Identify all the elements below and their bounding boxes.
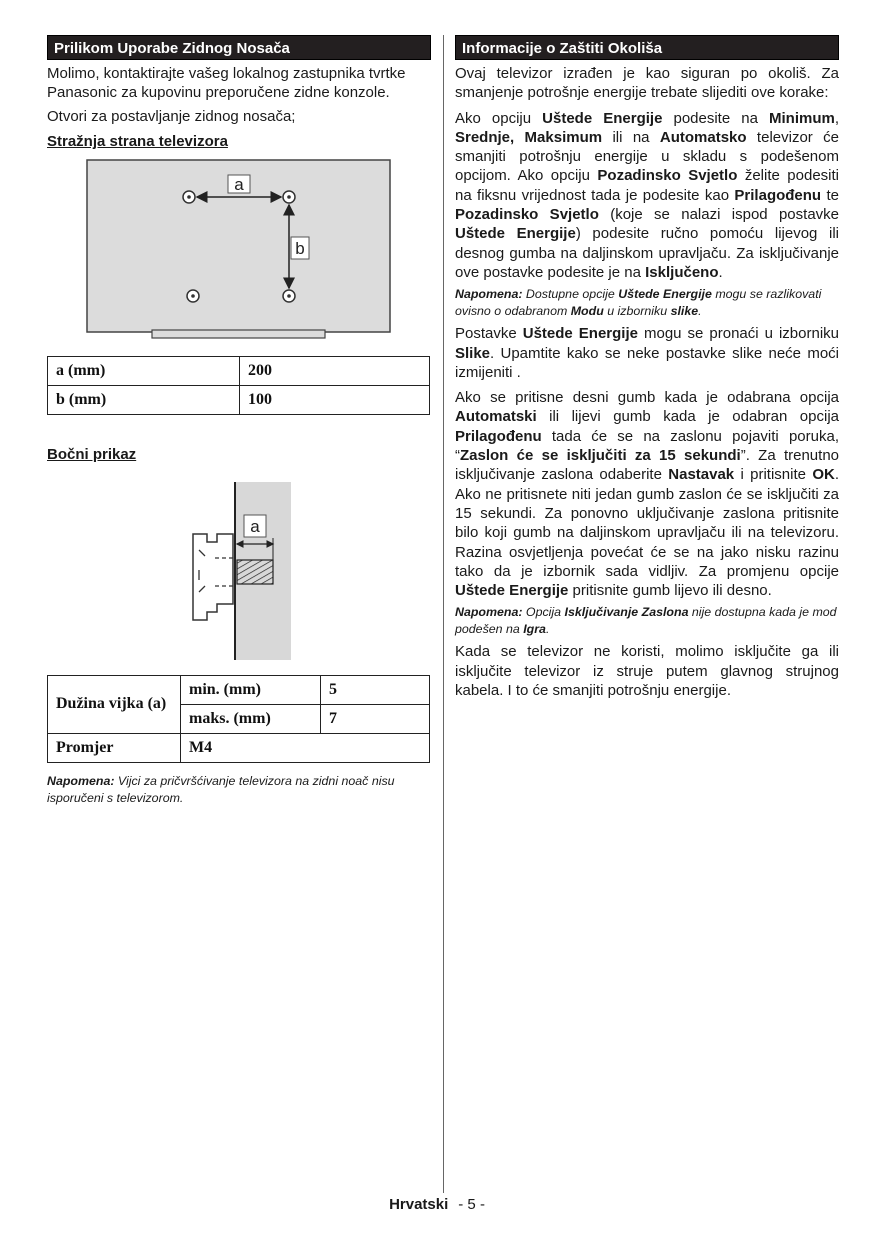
env-paragraph-3: Postavke Uštede Energije mogu se pronaći u izborniku Slike. Upamtite kako se neke postavke slike neće moći izmijeniti . xyxy=(455,325,840,381)
dimension-b-label: b xyxy=(295,238,305,258)
table-cell-label: b (mm) xyxy=(48,385,240,414)
max-value: 7 xyxy=(321,704,430,733)
table-cell-value: 200 xyxy=(240,356,430,385)
screw-hatch xyxy=(237,560,273,584)
table-row xyxy=(48,733,430,762)
table-row xyxy=(48,356,430,385)
hole-distance-table xyxy=(47,356,430,415)
table-cell-value: 100 xyxy=(240,385,430,414)
wall-bracket-heading: Prilikom Uporabe Zidnog Nosača xyxy=(47,35,431,60)
mount-hole-top-right xyxy=(283,191,295,203)
column-divider xyxy=(443,35,444,1193)
rear-view-title: Stražnja strana televizora xyxy=(47,132,228,150)
dimension-a-label: a xyxy=(234,174,244,194)
max-label: maks. (mm) xyxy=(181,704,321,733)
footer-page-number: - 5 - xyxy=(458,1196,485,1213)
env-note-1: Napomena: Dostupne opcije Uštede Energije mogu se razlikovati ovisno o odabranom Modu u izborniku slike. xyxy=(455,287,822,319)
env-note-2: Napomena: Opcija Isključivanje Zaslona nije dostupna kada je mod podešen na Igra. xyxy=(455,605,837,637)
table-row xyxy=(48,385,430,414)
side-view-diagram xyxy=(47,482,431,667)
page-footer xyxy=(0,1196,874,1213)
intro-text: Molimo, kontaktirajte vašeg lokalnog zastupnika tvrtke Panasonic za kupovinu preporučene zidne konzole. xyxy=(47,65,406,102)
min-label: min. (mm) xyxy=(181,675,321,704)
mount-hole-top-left xyxy=(183,191,195,203)
env-paragraph-5: Kada se televizor ne koristi, molimo isključite ga ili isključite televizor iz struje putem glavnog strujnog kabela. I to će smanjiti potrošnju energije. xyxy=(455,643,839,700)
right-column xyxy=(455,35,839,700)
rear-view-diagram xyxy=(47,157,431,342)
env-paragraph-4: Ako se pritisne desni gumb kada je odabrana opcija Automatski ili lijevi gumb kada je odabran opcija Prilagođenu tada će se na zaslonu pojaviti poruka, “Zaslon će se isključiti za 15 sekundi”. Za trenutno isključivanje zaslona odaberite Nastavak i pritisnite OK. Ako ne pritisnete niti jedan gumb zaslon će se isključiti za 15 sekundi. Za ponovno uključivanje zaslona pritisnite bilo koji gumb na daljinskom upravljaču ili na televizoru. Razina osvjetljenja povećat će se na jako nisku razinu tako da je izbornik sada vidljiv. Za promjenu opcije Uštede Energije pritisnite gumb lijevo ili desno. xyxy=(455,389,839,600)
min-value: 5 xyxy=(321,675,430,704)
table-cell-label: a (mm) xyxy=(48,356,240,385)
screw-spec-table xyxy=(47,675,430,763)
holes-text: Otvori za postavljanje zidnog nosača; xyxy=(47,107,296,125)
screw-length-label: a xyxy=(250,516,260,536)
footer-language: Hrvatski xyxy=(389,1196,449,1213)
screw-length-label: Dužina vijka (a) xyxy=(48,675,181,733)
note-label: Napomena: xyxy=(47,773,115,788)
diameter-label: Promjer xyxy=(48,733,181,762)
note-text: Vijci za pričvršćivanje televizora na zidni noač nisu isporučeni s televizorom. xyxy=(47,773,395,805)
env-paragraph-2: Ako opciju Uštede Energije podesite na Minimum, Srednje, Maksimum ili na Automatsko televizor će smanjiti potrošnju energije u skladu s podešenom opcijom. Ako opciju Pozadinsko Svjetlo želite podesiti na fiksnu vrijednost tada je podesite kao Prilagođenu te Pozadinsko Svjetlo (koje se nalazi ispod postavke Uštede Energije) podesite ručno pomoću lijevog ili desnog gumba na daljinskom upravljaču. Za isključivanje ove postavke podesite je na Isključeno. xyxy=(455,109,840,281)
left-column xyxy=(47,35,431,807)
table-row xyxy=(48,675,430,704)
environment-heading: Informacije o Zaštiti Okoliša xyxy=(455,35,839,60)
mount-hole-bottom-left xyxy=(187,290,199,302)
mount-hole-bottom-right xyxy=(283,290,295,302)
screw-note xyxy=(47,773,431,807)
side-view-title: Bočni prikaz xyxy=(47,445,137,463)
env-paragraph-1: Ovaj televizor izrađen je kao siguran po okoliš. Za smanjenje potrošnje energije trebate slijediti ove korake: xyxy=(455,65,839,102)
diameter-value: M4 xyxy=(181,733,430,762)
